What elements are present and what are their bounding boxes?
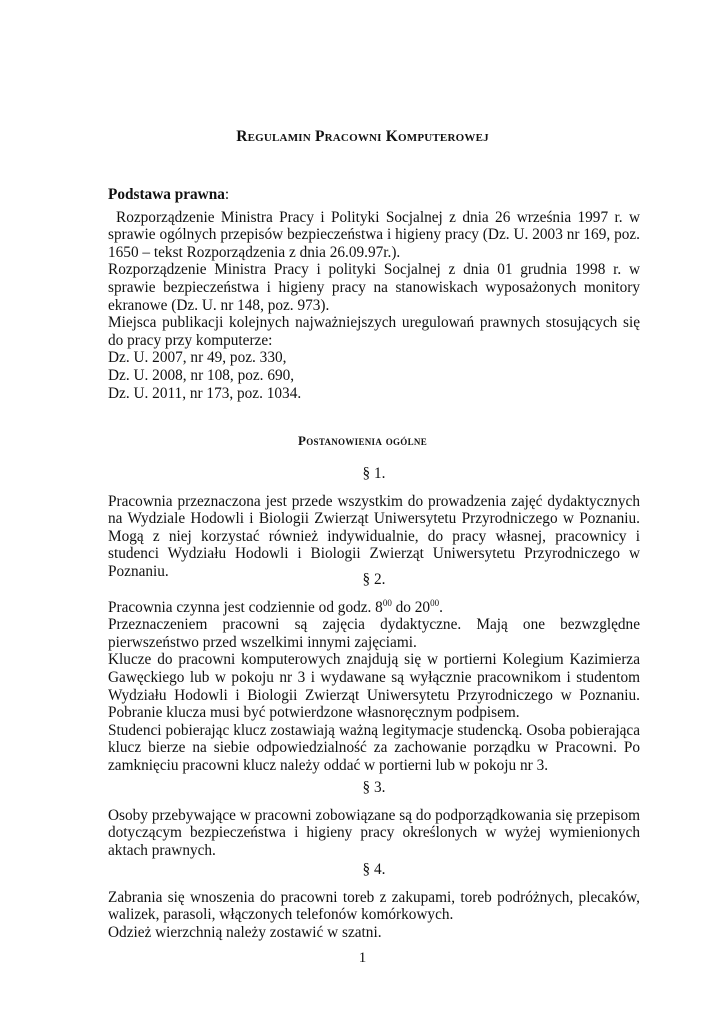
legal-basis-paragraph: Rozporządzenie Ministra Pracy i Polityki Socjalnej z dnia 26 września 1997 r. w sprawie ogólnych przepisów bezpieczeństwa i higieny pracy (Dz. U. 2003 nr 169, poz. 1650 – tekst Rozporządzenia z dnia 26.09.97r.). [108,208,640,261]
section-paragraph: Klucze do pracowni komputerowych znajdują się w portierni Kolegium Kazimierza Gawęckiego lub w pokoju nr 3 i wydawane są wyłącznie pracownikom i studentom Wydziału Hodowli i Biologii Zwierząt Uniwersytetu Przyrodniczego w Poznaniu. Pobranie klucza musi być potwierdzone własnoręcznym podpisem. [108,651,640,722]
opening-hours-middle: do 20 [391,598,431,616]
section-paragraph: Studenci pobierając klucz zostawiają ważną legitymacje studencką. Osoba pobierająca klucz bierze na siebie odpowiedzialność za zachowanie porządku w Pracowni. Po zamknięciu pracowni klucz należy oddać w portierni lub w pokoju nr 3. [108,721,640,774]
paragraph-section-3 [108,779,640,859]
legal-basis-paragraph: Rozporządzenie Ministra Pracy i polityki Socjalnej z dnia 01 grudnia 1998 r. w sprawie bezpieczeństwa i higieny pracy na stanowiskach wyposażonych monitory ekranowe (Dz. U. nr 148, poz. 973). [108,261,640,314]
closing-minutes: 00 [430,597,440,608]
paragraph-section-1 [108,465,640,581]
legal-basis-paragraph: Miejsca publikacji kolejnych najważniejszych uregulowań prawnych stosujących się do pracy przy komputerze: [108,314,640,349]
section-mark: § 3. [362,779,386,796]
section-paragraph: Przeznaczeniem pracowni są zajęcia dydaktyczne. Mają one bezwzględne pierwszeństwo przed wszelkimi innymi zajęciami. [108,616,640,651]
section-paragraph: Zabrania się wnoszenia do pracowni toreb z zakupami, toreb podróżnych, plecaków, walizek, parasoli, włączonych telefonów komórkowych. [108,888,640,924]
opening-hours-suffix: . [439,598,443,616]
legal-reference: Dz. U. 2007, nr 49, poz. 330, [108,349,287,367]
opening-hours-prefix: Pracownia czynna jest codziennie od godz. 8 [108,598,383,616]
section-mark: § 2. [362,571,386,588]
legal-basis-heading [108,186,640,204]
legal-basis-heading-colon: : [224,186,230,203]
document-title: Regulamin Pracowni Komputerowej [236,128,489,145]
paragraph-section-2 [108,571,640,775]
paragraph-section-4 [108,861,640,941]
section-paragraph: Osoby przebywające w pracowni zobowiązane są do podporządkowania się przepisom dotyczącym bezpieczeństwa i higieny pracy określonych w wyżej wymienionych aktach prawnych. [108,806,640,859]
section-title: Postanowienia ogólne [297,433,428,448]
section-paragraph: Pracownia przeznaczona jest przede wszystkim do prowadzenia zajęć dydaktycznych na Wydziale Hodowli i Biologii Zwierząt Uniwersytetu Przyrodniczego w Poznaniu. Mogą z niej korzystać również indywidualnie, do pracy własnej, pracownicy i studenci Wydziału Hodowli i Biologii Zwierząt Uniwersytetu Przyrodniczego w Poznaniu. [108,492,640,580]
section-paragraph: Odzież wierzchnią należy zostawić w szatni. [108,923,382,941]
opening-minutes: 00 [382,597,392,608]
page-number: 1 [358,950,367,966]
section-mark: § 1. [362,465,386,482]
legal-reference: Dz. U. 2008, nr 108, poz. 690, [108,366,295,384]
legal-basis-heading-text: Podstawa prawna [108,186,225,203]
legal-reference: Dz. U. 2011, nr 173, poz. 1034. [108,384,302,402]
legal-basis [108,186,640,402]
opening-hours [108,599,640,617]
section-mark: § 4. [362,861,386,878]
